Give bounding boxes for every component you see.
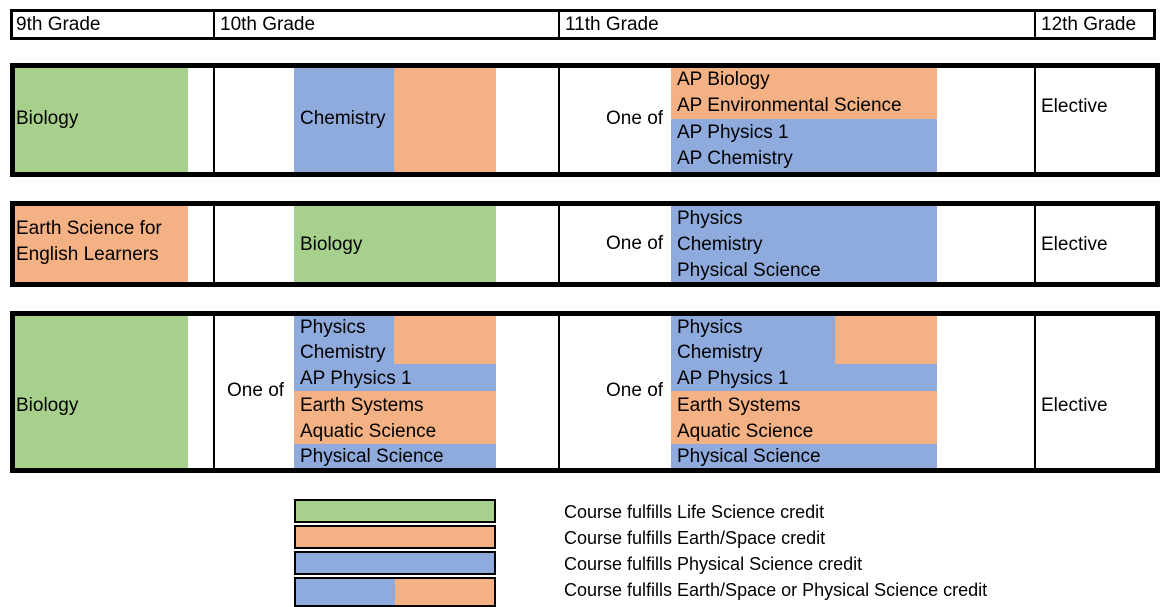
- row3-g11-course: Aquatic Science: [677, 421, 814, 442]
- legend-label: Course fulfills Life Science credit: [564, 502, 825, 522]
- row3-g11-course: AP Physics 1: [677, 368, 789, 389]
- row1-g10-course: Chemistry: [300, 108, 386, 129]
- header-divider: [1034, 9, 1036, 40]
- row1-divider: [213, 63, 215, 177]
- row1-g11-course: AP Chemistry: [677, 148, 793, 169]
- row3-g12-course: Elective: [1041, 395, 1108, 416]
- row3-g9-course: Biology: [16, 395, 79, 416]
- header-divider: [213, 9, 215, 40]
- row2-g9-course: English Learners: [16, 244, 159, 265]
- row3-g10-course: Physics: [300, 317, 366, 338]
- legend-label: Course fulfills Earth/Space credit: [564, 528, 826, 548]
- row1-g12-course: Elective: [1041, 96, 1108, 117]
- row3-g10-course: Physical Science: [300, 446, 444, 467]
- legend-label: Course fulfills Earth/Space or Physical Science credit: [564, 580, 988, 600]
- row1-one-of: One of: [606, 108, 664, 129]
- row2-g11-course: Physics: [677, 208, 743, 229]
- row3-frame: [10, 311, 1160, 473]
- row3-divider: [1034, 311, 1036, 473]
- row3-g11-course: Chemistry: [677, 342, 763, 363]
- row2-divider: [1034, 201, 1036, 287]
- row3-g11-course: Physical Science: [677, 446, 821, 467]
- row2-g11-course: Physical Science: [677, 260, 821, 281]
- legend-label: Course fulfills Physical Science credit: [564, 554, 863, 574]
- header-9th-grade: 9th Grade: [16, 14, 101, 35]
- row3-g10-course: Aquatic Science: [300, 421, 437, 442]
- legend-swatch-earth-space: [294, 525, 496, 549]
- header-11th-grade: 11th Grade: [565, 14, 659, 35]
- row2-g12-course: Elective: [1041, 234, 1108, 255]
- row3-g11-course: Physics: [677, 317, 743, 338]
- row3-g10-course: Chemistry: [300, 342, 386, 363]
- row2-divider: [213, 201, 215, 287]
- row2-frame: [10, 201, 1160, 287]
- row1-g11-course: AP Biology: [677, 69, 770, 90]
- row1-g11-course: AP Physics 1: [677, 122, 789, 143]
- row3-one-of-11: One of: [606, 380, 664, 401]
- header-12th-grade: 12th Grade: [1041, 14, 1137, 35]
- legend-swatch-life-science: [294, 499, 496, 523]
- header-divider: [558, 9, 560, 40]
- row2-g10-course: Biology: [300, 234, 363, 255]
- row3-g10-course: AP Physics 1: [300, 368, 412, 389]
- row3-g11-course: Earth Systems: [677, 395, 801, 416]
- row2-g9-course: Earth Science for: [16, 218, 162, 239]
- row3-divider: [558, 311, 560, 473]
- legend-swatch-physical-science: [294, 551, 496, 575]
- row3-divider: [213, 311, 215, 473]
- row3-one-of-10: One of: [227, 380, 285, 401]
- row1-divider: [1034, 63, 1036, 177]
- row2-one-of: One of: [606, 233, 664, 254]
- row3-g10-course: Earth Systems: [300, 395, 424, 416]
- row2-g11-course: Chemistry: [677, 234, 763, 255]
- row2-divider: [558, 201, 560, 287]
- row1-frame: [10, 63, 1160, 177]
- row1-divider: [558, 63, 560, 177]
- header-10th-grade: 10th Grade: [220, 14, 316, 35]
- legend-swatch-earth-or-physical: [294, 577, 496, 607]
- row1-g9-course: Biology: [16, 108, 79, 129]
- row1-g11-course: AP Environmental Science: [677, 95, 902, 116]
